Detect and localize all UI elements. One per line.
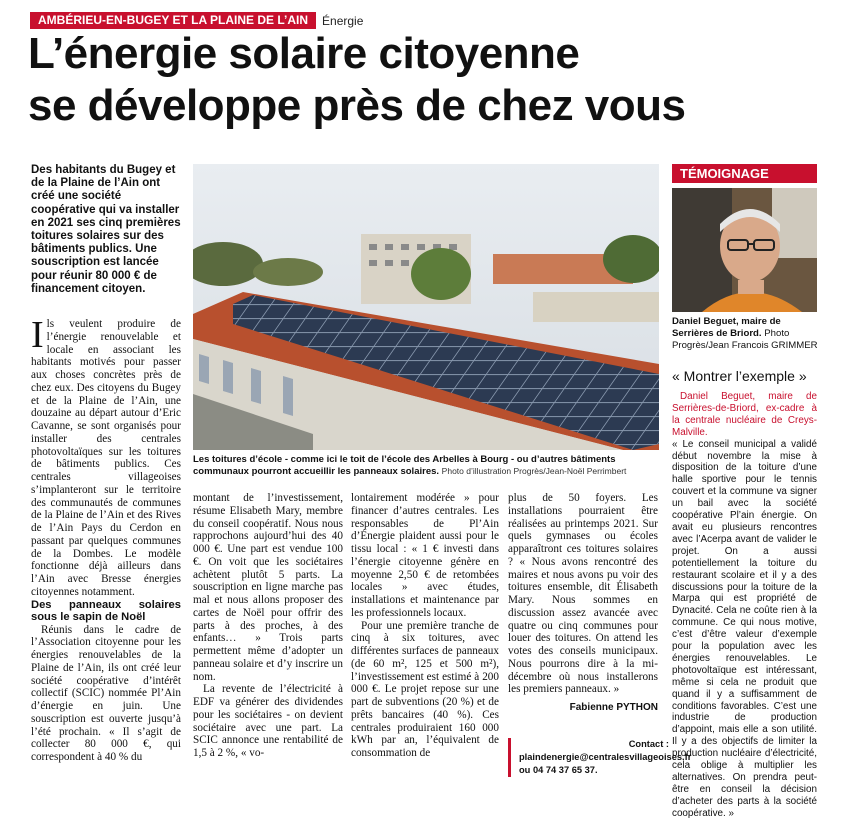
solar-roof-illustration: [193, 164, 659, 450]
portrait-caption-name: Daniel Beguet, maire de Serrières de Briord.: [672, 316, 781, 339]
photo-caption: [193, 454, 659, 477]
paragraph: Réunis dans le cadre de l’Association citoyenne pour les énergies renouvelables de la Plaine de l’Ain, ils ont créé leur société coopérative d’intérêt collectif (SCIC) nommée Pl’Ain d’énergie en juin. Une souscription est ouverte jusqu’à l’été prochain. « Il s’agit de collecter 80 000 €, qui correspondent à 40 % du: [31, 623, 181, 764]
article-column-2: [193, 492, 343, 760]
testimony-label: TÉMOIGNAGE: [672, 164, 817, 183]
testimony-body: [672, 391, 817, 820]
paragraph: montant de l’investissement, résume Elisabeth Mary, membre du conseil coopératif. Nous nous rapprochons aujourd’hui des 40 000 €. Une part est vendue 100 €. On voit que les sociétaires achètent plutôt 5 parts. La souscription en ligne marche pas mal et nous allons proposer des cartes de Noël pour offrir des parts à des proches, à des enfants… » Trois parts permettent même d’adopter un panneau solaire et d’y inscrire un nom.: [193, 492, 343, 683]
caption-text: Les toitures d’école - comme ici le toit de l’école des Arbelles à Bourg - ou d’autres bâtiments communaux pourront accueillir les panneaux solaires.: [193, 454, 616, 477]
contact-label: Contact :: [628, 739, 669, 749]
school-roof-photo: [193, 164, 659, 450]
headline: [28, 28, 828, 132]
article-column-3: [351, 492, 499, 760]
paragraph: La revente de l’électricité à EDF va générer des dividendes pour les sociétaires - on devient sociétaire avec une part. La SCIC annonce une rentabilité de 1,5 à 2 %, « vo-: [193, 683, 343, 759]
headline-line-1: L’énergie solaire citoyenne: [28, 29, 580, 78]
kicker: [30, 12, 363, 29]
portrait-credit: Photo Progrès/Jean Francois GRIMMER: [672, 328, 818, 351]
section-topic: Énergie: [322, 13, 364, 28]
paragraph: plus de 50 foyers. Les installations pourraient être réalisées au printemps 2021. Sur quels gymnases ou écoles apparaîtront ces toitures solaires ? « Nous avons rencontré des maires et nous avons pu voir des toitures ensemble, dit Élisabeth Mary. Nous sommes en discussion assez avancée avec quatre ou cinq communes pour louer des toitures. On attend les votes des conseils municipaux. Nous pourrons dire à la mi-décembre où nous installerons les premiers panneaux. »: [508, 492, 658, 696]
article-column-4: [508, 492, 658, 715]
testimony-title: « Montrer l’exemple »: [672, 368, 807, 384]
article-column-1: [31, 314, 181, 764]
contact-box: [508, 738, 692, 777]
photo-credit: Photo d’illustration Progrès/Jean-Noël Perrimbert: [441, 465, 627, 476]
chapo: Des habitants du Bugey et de la Plaine de l’Ain ont créé une société coopérative qui va installer en 2021 ses cinq premières toitures solaires sur des bâtiments publics. Une souscription est lancée pour réunir 80 000 € de financement citoyen.: [31, 164, 181, 295]
headline-line-2: se développe près de chez vous: [28, 81, 686, 130]
portrait-photo: [672, 188, 817, 312]
paragraph: lontairement modérée » pour financer d’autres centrales. Les responsables de Pl’Ain d’Énergie plaident aussi pour le tissu local : « 1 € investi dans l’énergie citoyenne génère en moyenne 2,50 € de retombées locales » avec études, installations et maintenance par les professionnels locaux.: [351, 492, 499, 619]
testimony-intro: Daniel Beguet, maire de Serrières-de-Briord, ex-cadre à la centrale nucléaire de Creys-Malville.: [672, 391, 817, 438]
testimony-quote: « Le conseil municipal a validé début novembre la mise à disposition de la toiture d’une halle sportive pour le tennis couvert et la commune va signer un bail avec la société coopérative Pl’ain énergie. On avait eu plusieurs rencontres avec l’Acerpa avant de valider le projet. On a aussi potentiellement la toiture du restaurant scolaire et il y a des discussions pour la toiture de la Marpa qui est propriété de Dynacité. Cela ne coûte rien à la commune. Ce qui nous motive, c’est d’être valeur d’exemple pour la population avec les énergies renouvelables. Le photovoltaïque est intéressant, même si cela ne produit que quand il y a suffisamment de conditions favorables. C’est une industrie de production d’appoint, mais elle a son utilité. Il y a des objectifs de limiter la production nucléaire d’électricité, cela oblige à multiplier les alternatives. On prendra peut-être en conseil la décision d’acheter des parts à la société coopérative. »: [672, 438, 817, 819]
portrait-illustration: [672, 188, 817, 312]
portrait-caption: [672, 316, 822, 352]
contact-info: plaindenergie@centralesvillageoises.fr ou 04 74 37 65 37.: [519, 752, 692, 775]
paragraph: Pour une première tranche de cinq à six toitures, avec différentes surfaces de panneaux (de 60 m², 125 et 500 m²), l’investissement est estimé à 200 000 €. Le projet repose sur une part de subventions (20 %) et de prêts bancaires (40 %). Ces centrales produiraient 160 000 kWh par an, l’équivalent de consommation de: [351, 619, 499, 759]
lead-paragraph: ls veulent produire de l’énergie renouvelable et locale en associant les habitants motivés pour passer aux choses concrètes près de chez eux. Des citoyens du Bugey et de la Plaine de l’Ain, une douzaine au départ autour d’Eric Cavanne, se sont organisés pour installer des centrales photovoltaïques sur les toitures de bâtiments publics. Ces centrales villageoises s’implanteront sur le territoire des communautés de communes de la Plaine de l’Ain et des Rives de l’Ain Pays du Cerdon en passant par quelques communes de la Dombes. Le modèle fonctionne déjà ailleurs dans l’Ain avec Bresse énergies citoyennes notamment.: [31, 318, 181, 598]
intertitle: Des panneaux solaires sous le sapin de Noël: [31, 598, 181, 624]
section-rubric: AMBÉRIEU-EN-BUGEY ET LA PLAINE DE L’AIN: [30, 12, 316, 29]
author-signature: Fabienne PYTHON: [569, 702, 658, 713]
drop-cap: I: [31, 314, 44, 356]
